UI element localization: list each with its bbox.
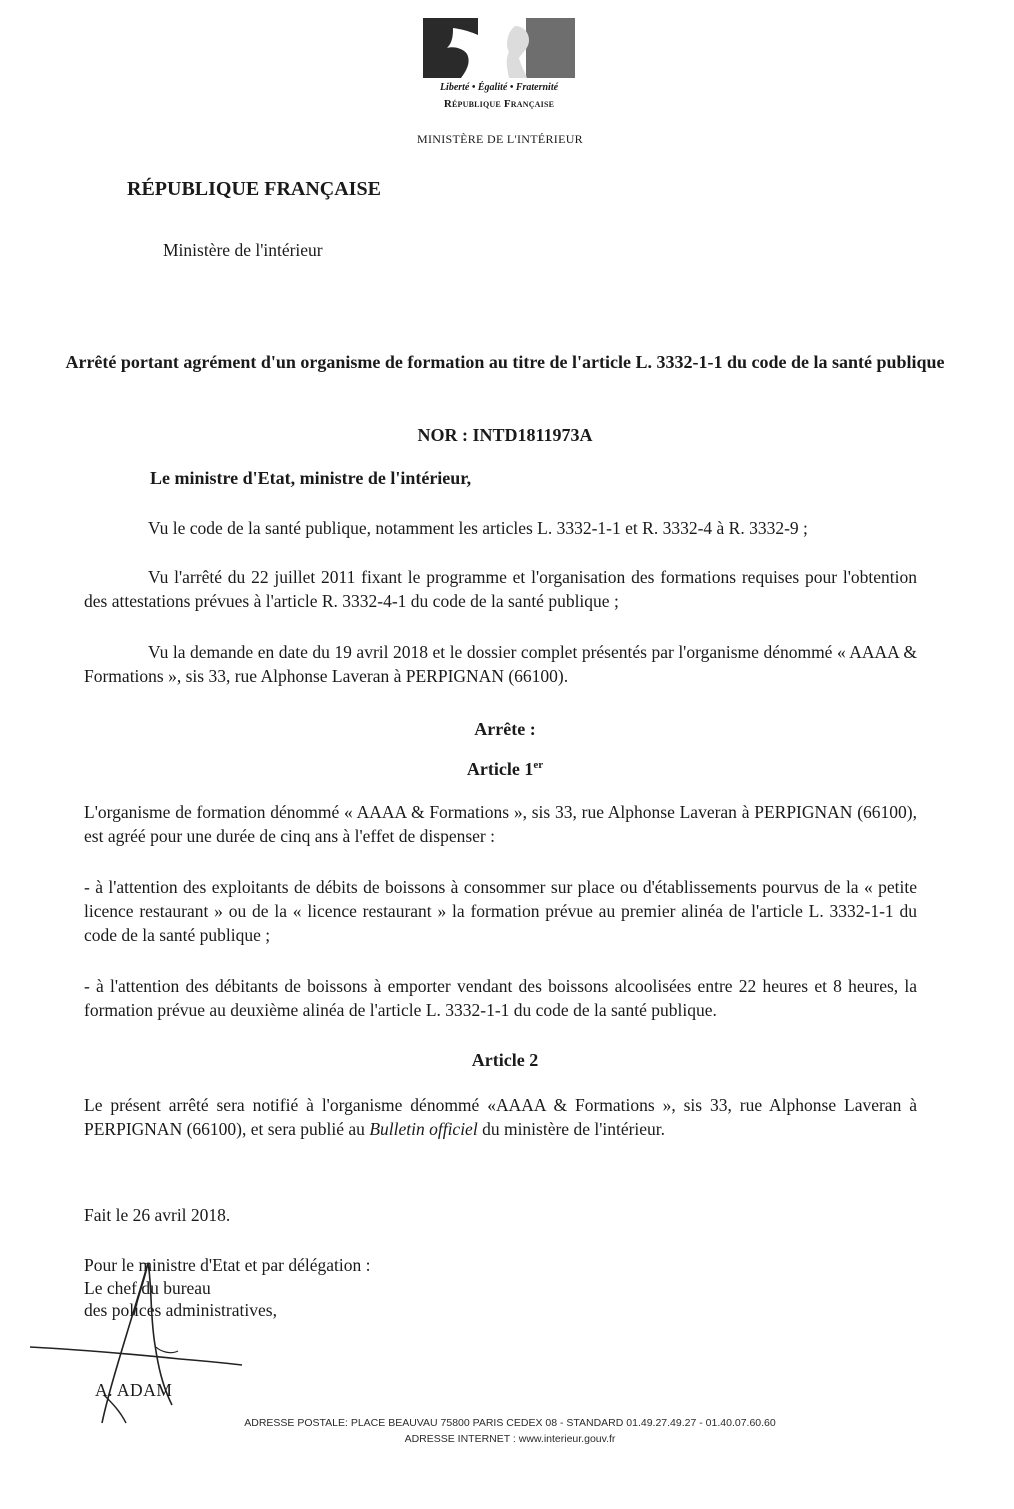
- signature-line-3: des polices administratives,: [84, 1300, 277, 1320]
- ministere-small: MINISTÈRE DE L'INTÉRIEUR: [416, 132, 583, 146]
- signature-line-1: Pour le ministre d'Etat et par délégation :: [84, 1255, 371, 1275]
- article-1-superscript: er: [533, 759, 544, 771]
- document-title: Arrêté portant agrément d'un organisme de formation au titre de l'article L. 3332-1-1 du code de la santé publique: [65, 352, 945, 372]
- ministere-heading: Ministère de l'intérieur: [163, 240, 323, 260]
- visa-3: Vu la demande en date du 19 avril 2018 et le dossier complet présentés par l'organisme dénommé « AAAA & Formations », sis 33, rue Alphonse Laveran à PERPIGNAN (66100).: [84, 642, 917, 686]
- handwritten-signature: [30, 1255, 250, 1430]
- footer-website: ADRESSE INTERNET : www.interieur.gouv.fr: [404, 1433, 616, 1445]
- nor-reference: NOR : INTD1811973A: [417, 425, 593, 445]
- republique-francaise-small: République Française: [443, 98, 555, 110]
- republique-francaise-logo: [423, 18, 575, 136]
- article-2-text-b: du ministère de l'intérieur.: [477, 1119, 666, 1139]
- article-2-text: [84, 1093, 917, 1141]
- article-1-item-1: - à l'attention des exploitants de débits de boissons à consommer sur place ou d'établissements pourvus de la « petite licence restaurant » ou de la « licence restaurant » la formation prévue au premier alinéa de l'article L. 3332-1-1 du code de la santé publique ;: [84, 877, 917, 945]
- article-1-label: Article 1: [466, 759, 534, 779]
- visa-2: Vu l'arrêté du 22 juillet 2011 fixant le programme et l'organisation des formations requises pour l'obtention des attestations prévues à l'article R. 3332-4-1 du code de la santé publique ;: [84, 567, 917, 611]
- motto: Liberté • Égalité • Fraternité: [439, 82, 559, 93]
- article-1-heading: [60, 759, 950, 780]
- minister-line: Le ministre d'Etat, ministre de l'intérieur,: [150, 468, 472, 488]
- article-2-heading: Article 2: [471, 1050, 539, 1070]
- date-line: Fait le 26 avril 2018.: [84, 1205, 231, 1225]
- footer-postal-address: ADRESSE POSTALE: PLACE BEAUVAU 75800 PARIS CEDEX 08 - STANDARD 01.49.27.49.27 - 01.40.07.60.60: [244, 1417, 776, 1429]
- visa-1: Vu le code de la santé publique, notamment les articles L. 3332-1-1 et R. 3332-4 à R. 3332-9 ;: [148, 518, 808, 538]
- article-2-text-a: Le présent arrêté sera notifié à l'organisme dénommé «AAAA & Formations », sis 33, rue Alphonse Laveran à PERPIGNAN (66100), et sera publié au: [84, 1095, 917, 1139]
- signature-line-2: Le chef du bureau: [84, 1277, 211, 1298]
- arrete-heading: Arrête :: [474, 719, 536, 739]
- article-1-intro: L'organisme de formation dénommé « AAAA & Formations », sis 33, rue Alphonse Laveran à PERPIGNAN (66100), est agréé pour une durée de cinq ans à l'effet de dispenser :: [84, 802, 917, 846]
- marianne-emblem: [423, 18, 575, 78]
- bulletin-officiel: Bulletin officiel: [369, 1119, 478, 1139]
- signatory-name: A. ADAM: [95, 1380, 173, 1400]
- republique-heading: RÉPUBLIQUE FRANÇAISE: [127, 178, 381, 200]
- article-1-item-2: - à l'attention des débitants de boissons à emporter vendant des boissons alcoolisées entre 22 heures et 8 heures, la formation prévue au deuxième alinéa de l'article L. 3332-1-1 du code de la santé publique.: [84, 976, 917, 1020]
